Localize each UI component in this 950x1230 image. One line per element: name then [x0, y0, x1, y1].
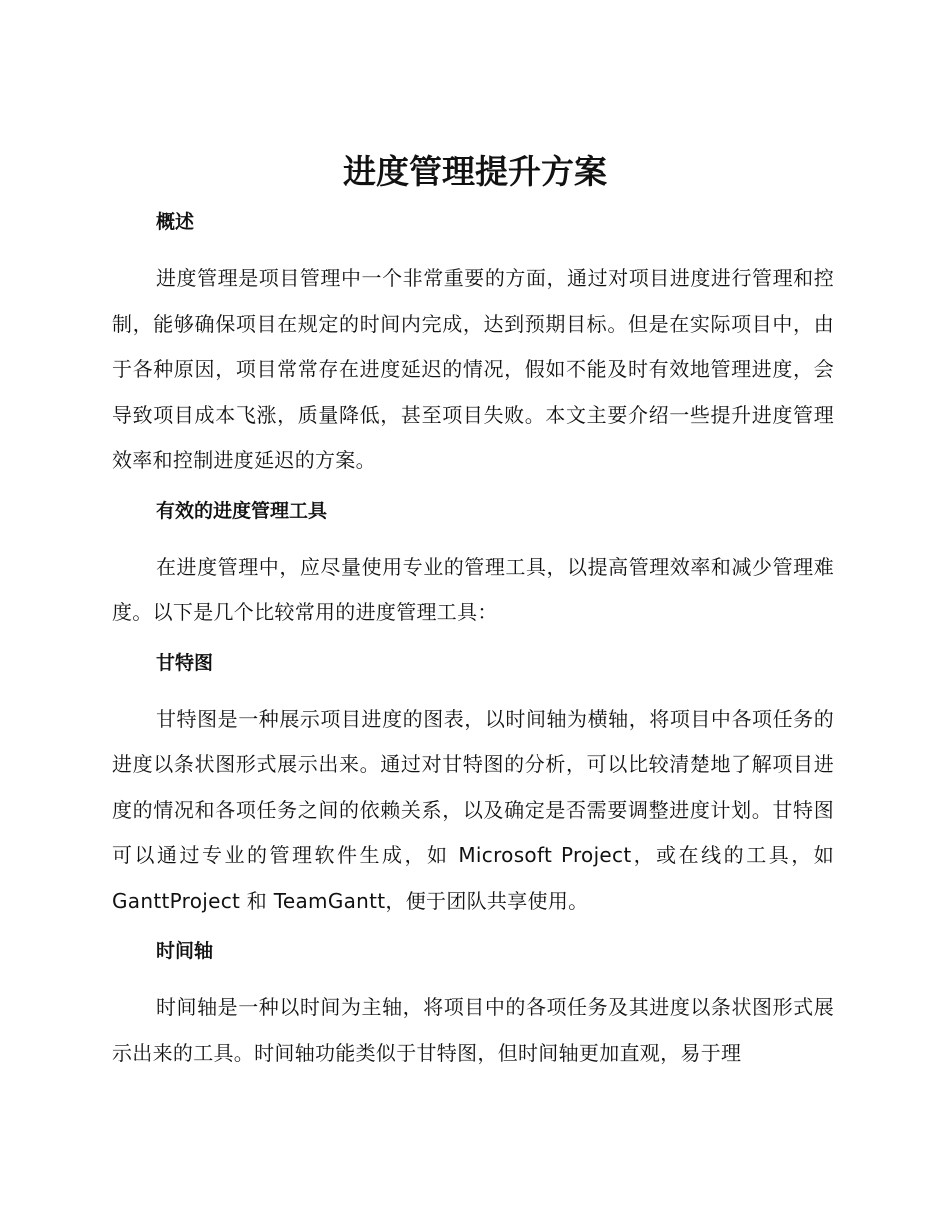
section-paragraph-overview: 进度管理是项目管理中一个非常重要的方面，通过对项目进度进行管理和控制，能够确保项目在规定的时间内完成，达到预期目标。但是在实际项目中，由于各种原因，项目常常存在进度延迟的情况，假如不能及时有效地管理进度，会导致项目成本飞涨，质量降低，甚至项目失败。本文主要介绍一些提升进度管理效率和控制进度延迟的方案。 — [112, 266, 834, 472]
section-heading-overview: 概述 — [156, 211, 195, 233]
document-body — [112, 205, 834, 1076]
section-heading-gantt: 甘特图 — [156, 651, 214, 674]
section-heading-timeline: 时间轴 — [156, 940, 214, 962]
section-paragraph-gantt: 甘特图是一种展示项目进度的图表，以时间轴为横轴，将项目中各项任务的进度以条状图形式展示出来。通过对甘特图的分析，可以比较清楚地了解项目进度的情况和各项任务之间的依赖关系，以及确定是否需要调整进度计划。甘特图可以通过专业的管理软件生成，如 Microsoft Project，或在线的工具，如 GanttProject 和 TeamGantt，便于团队共享使用。 — [112, 706, 834, 913]
document-title: 进度管理提升方案 — [343, 152, 607, 191]
section-heading-tools: 有效的进度管理工具 — [156, 499, 328, 522]
section-paragraph-timeline: 时间轴是一种以时间为主轴，将项目中的各项任务及其进度以条状图形式展示出来的工具。时间轴功能类似于甘特图，但时间轴更加直观，易于理 — [112, 995, 834, 1065]
section-paragraph-tools: 在进度管理中，应尽量使用专业的管理工具，以提高管理效率和减少管理难度。以下是几个比较常用的进度管理工具： — [112, 554, 834, 624]
